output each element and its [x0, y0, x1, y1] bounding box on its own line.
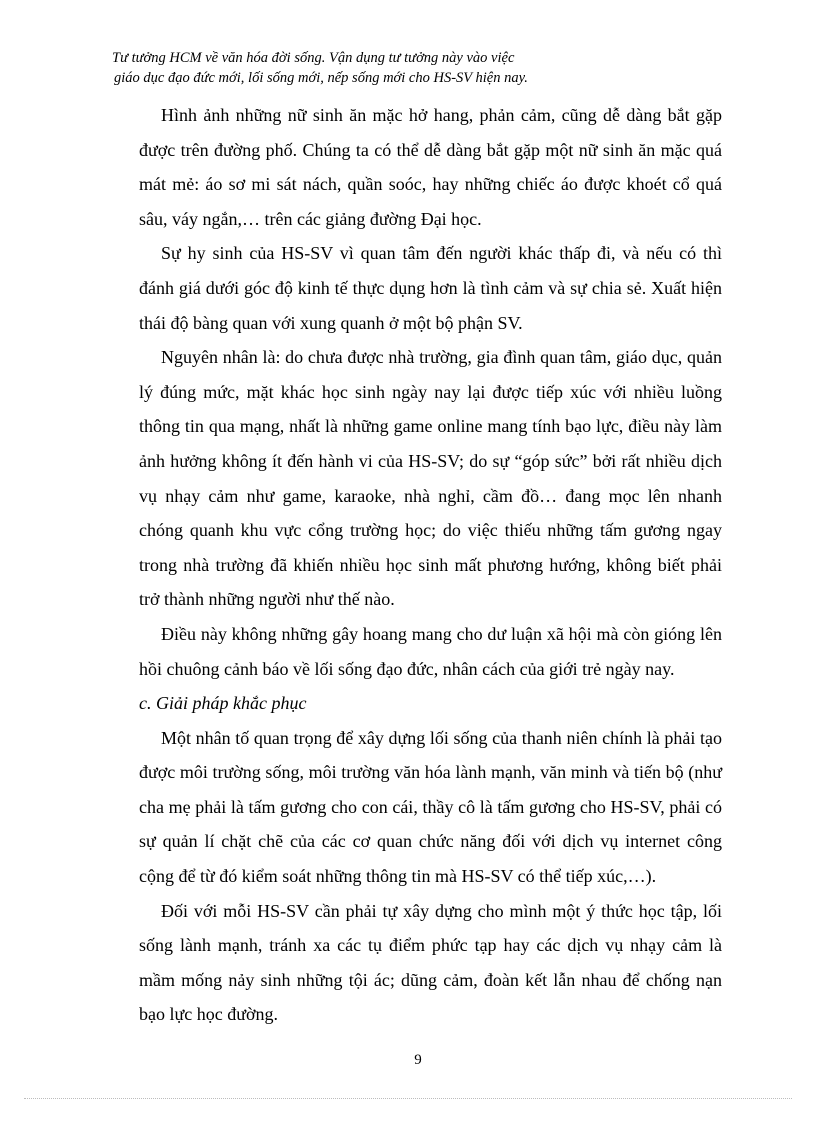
paragraph-2: Sự hy sinh của HS-SV vì quan tâm đến người khác thấp đi, và nếu có thì đánh giá dưới góc độ kinh tế thực dụng hơn là tình cảm và sự chia sẻ. Xuất hiện thái độ bàng quan với xung quanh ở một bộ phận SV.	[139, 243, 722, 333]
paragraph-3: Nguyên nhân là: do chưa được nhà trường, gia đình quan tâm, giáo dục, quản lý đúng mức, mặt khác học sinh ngày nay lại được tiếp xúc với nhiều luồng thông tin qua mạng, nhất là những game online mang tính bạo lực, điều này làm ảnh hưởng không ít đến hành vi của HS-SV; do sự “góp sức” bởi rất nhiều dịch vụ nhạy cảm như game, karaoke, nhà nghỉ, cầm đồ… đang mọc lên nhanh chóng quanh khu vực cổng trường học; do việc thiếu những tấm gương ngay trong nhà trường đã khiến nhiều học sinh mất phương hướng, không biết phải trở thành những người như thế nào.	[139, 347, 722, 610]
paragraph-5: Một nhân tố quan trọng để xây dựng lối sống của thanh niên chính là phải tạo được môi trường sống, môi trường văn hóa lành mạnh, văn minh và tiến bộ (như cha mẹ phải là tấm gương cho con cái, thầy cô là tấm gương cho HS-SV, phải có sự quản lí chặt chẽ của các cơ quan chức năng đối với dịch vụ internet công cộng để từ đó kiểm soát những thông tin mà HS-SV có thể tiếp xúc,…).	[139, 727, 722, 887]
header-line-2: giáo dục đạo đức mới, lối sống mới, nếp sống mới cho HS-SV hiện nay.	[114, 70, 528, 86]
paragraph-6: Đối với mỗi HS-SV cần phải tự xây dựng cho mình một ý thức học tập, lối sống lành mạnh, tránh xa các tụ điểm phức tạp hay các dịch vụ nhạy cảm là mầm mống nảy sinh những tội ác; dũng cảm, đoàn kết lẫn nhau để chống nạn bạo lực học đường.	[139, 900, 722, 1025]
page-number: 9	[414, 1052, 422, 1068]
header-line-1: Tư tưởng HCM về văn hóa đời sống. Vận dụng tư tưởng này vào việc	[112, 50, 515, 66]
paragraph-1: Hình ảnh những nữ sinh ăn mặc hở hang, phản cảm, cũng dễ dàng bắt gặp được trên đường phố. Chúng ta có thể dễ dàng bắt gặp một nữ sinh ăn mặc quá mát mẻ: áo sơ mi sát nách, quần soóc, hay những chiếc áo được khoét cổ quá sâu, váy ngắn,… trên các giảng đường Đại học.	[139, 105, 722, 229]
paragraph-4: Điều này không những gây hoang mang cho dư luận xã hội mà còn gióng lên hồi chuông cảnh báo về lối sống đạo đức, nhân cách của giới trẻ ngày nay.	[139, 623, 722, 679]
running-header	[112, 48, 712, 88]
section-subheading: c. Giải pháp khắc phục	[139, 693, 307, 714]
page-bottom-divider	[24, 1098, 792, 1099]
body-text	[139, 98, 722, 1032]
